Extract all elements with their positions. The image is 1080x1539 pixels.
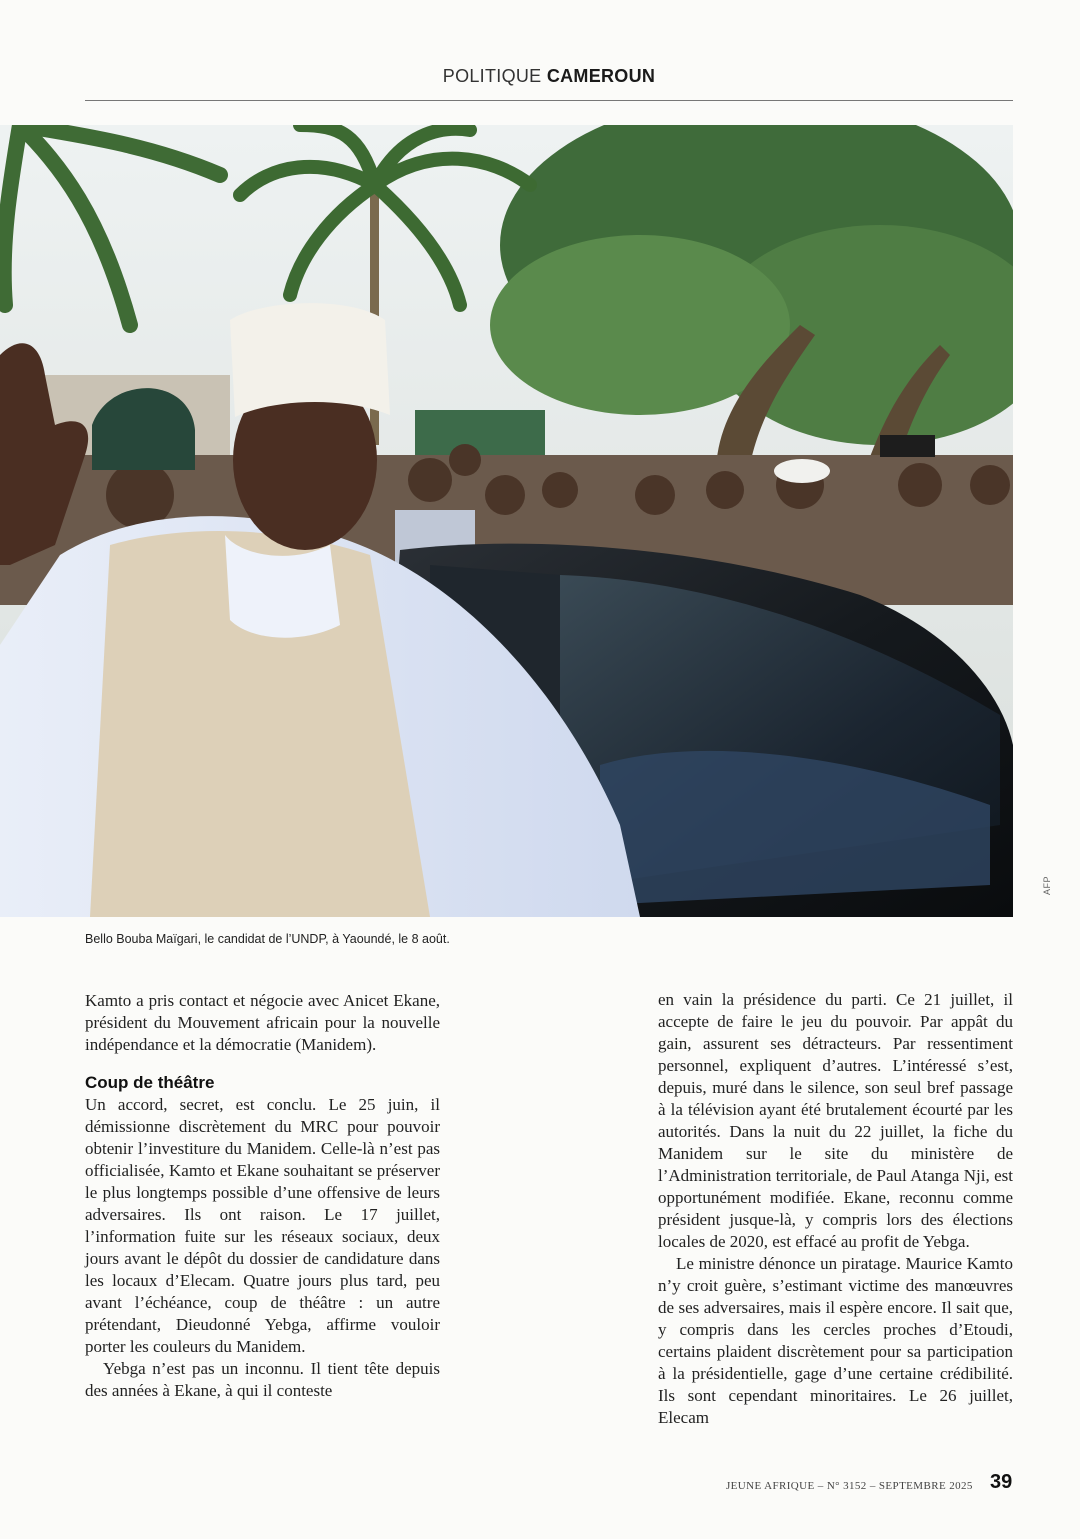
header-rule (85, 100, 1013, 101)
article-column-right (658, 989, 1013, 1429)
country-label: CAMEROUN (546, 66, 656, 86)
article-paragraph: Le ministre dénonce un piratage. Maurice Kamto n’y croit guère, s’estimant victime des manœuvres de ses adversaires, mais il espère encore. Il sait que, y compris dans les cercles proches d’Etoudi, certains plaident discrètement pour sa participation à la présidentielle, gage d’une certaine crédibilité. Ils sont cependant minoritaires. Le 26 juillet, Elecam (658, 1254, 1013, 1427)
article-paragraph: Kamto a pris contact et négocie avec Anicet Ekane, président du Mouvement africain pour la nouvelle indépendance et la démocratie (Manidem). (85, 991, 440, 1054)
section-header (85, 66, 1013, 87)
article-photo (0, 125, 1013, 917)
article-subheading: Coup de théâtre (85, 1073, 215, 1092)
photo-caption: Bello Bouba Maïgari, le candidat de l’UNDP, à Yaoundé, le 8 août. (85, 932, 450, 946)
article-paragraph: Yebga n’est pas un inconnu. Il tient tête depuis des années à Ekane, à qui il conteste (85, 1359, 440, 1400)
article-paragraph: Un accord, secret, est conclu. Le 25 juin, il démissionne discrètement du MRC pour pouvoir obtenir l’investiture du Manidem. Celle-là n’est pas officialisée, Kamto et Ekane souhaitant se préserver le plus longtemps possible d’une offensive de leurs adversaires. Ils ont raison. Le 17 juillet, l’information fuite sur les réseaux sociaux, deux jours avant le dépôt du dossier de candidature dans les locaux d’Elecam. Quatre jours plus tard, peu avant l’échéance, coup de théâtre : un autre prétendant, Dieudonné Yebga, affirme vouloir porter les couleurs du Manidem. (85, 1095, 440, 1356)
publication-footer: JEUNE AFRIQUE – N° 3152 – SEPTEMBRE 2025 (726, 1480, 973, 1492)
section-label: POLITIQUE (442, 66, 542, 86)
article-column-left (85, 990, 440, 1402)
photo-credit: AFP (1042, 875, 1052, 895)
article-paragraph: en vain la présidence du parti. Ce 21 juillet, il accepte de faire le jeu du pouvoir. Par appât du gain, assurent ses détracteurs. Par ressentiment personnel, expliquent d’autres. L’intéressé s’est, depuis, muré dans le silence, son seul bref passage à la télévision ayant été brutalement écourté par les autorités. Dans la nuit du 22 juillet, la fiche du Manidem sur le site du ministère de l’Administration territoriale, de Paul Atanga Nji, est opportunément modifiée. Ekane, reconnu comme président jusque-là, y compris lors des élections locales de 2020, est effacé au profit de Yebga. (658, 990, 1013, 1251)
page-number: 39 (990, 1471, 1013, 1493)
